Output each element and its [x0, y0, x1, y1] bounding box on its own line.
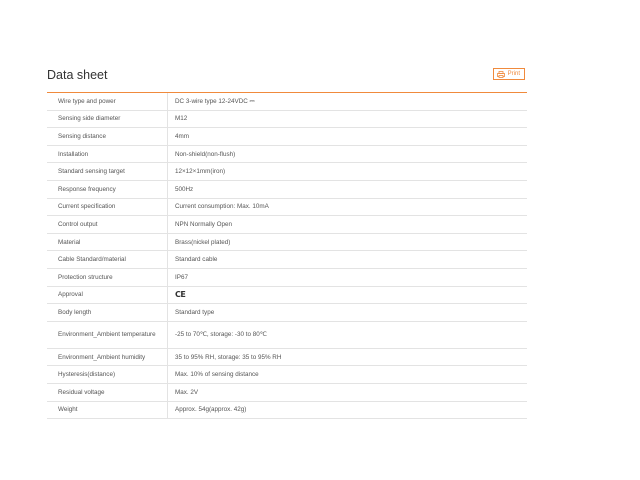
- table-row: [47, 93, 527, 110]
- table-row: [47, 366, 527, 384]
- table-row: [47, 401, 527, 419]
- spec-value: DC 3-wire type 12-24VDC ⎓: [168, 93, 528, 110]
- spec-label: Residual voltage: [47, 383, 168, 401]
- print-label: Print: [507, 71, 520, 77]
- table-row: [47, 180, 527, 198]
- spec-value: Brass(nickel plated): [168, 233, 528, 251]
- spec-value: Max. 2V: [168, 383, 528, 401]
- table-row: [47, 163, 527, 181]
- page-title: Data sheet: [47, 68, 108, 82]
- spec-value: -25 to 70℃, storage: -30 to 80℃: [168, 321, 528, 348]
- spec-table: [47, 93, 527, 419]
- spec-label: Sensing side diameter: [47, 110, 168, 128]
- spec-value: Non-shield(non-flush): [168, 145, 528, 163]
- table-row: [47, 198, 527, 216]
- printer-icon: [497, 71, 505, 78]
- spec-label: Cable Standard/material: [47, 251, 168, 269]
- table-row: [47, 321, 527, 348]
- spec-value: Max. 10% of sensing distance: [168, 366, 528, 384]
- ce-mark-icon: CE: [175, 289, 186, 299]
- spec-value: 12×12×1mm(iron): [168, 163, 528, 181]
- spec-label: Wire type and power: [47, 93, 168, 110]
- data-sheet-header: [47, 66, 527, 92]
- spec-value: 4mm: [168, 128, 528, 146]
- spec-value: NPN Normally Open: [168, 216, 528, 234]
- print-button[interactable]: [493, 68, 525, 80]
- table-row: [47, 268, 527, 286]
- spec-label: Material: [47, 233, 168, 251]
- spec-value: Standard cable: [168, 251, 528, 269]
- spec-label: Response frequency: [47, 180, 168, 198]
- table-row: [47, 233, 527, 251]
- spec-label: Sensing distance: [47, 128, 168, 146]
- spec-value: Current consumption: Max. 10mA: [168, 198, 528, 216]
- spec-value: IP67: [168, 268, 528, 286]
- spec-label: Weight: [47, 401, 168, 419]
- spec-label: Environment_Ambient temperature: [47, 321, 168, 348]
- spec-label: Current specification: [47, 198, 168, 216]
- spec-value-approval: [168, 286, 528, 304]
- table-row: [47, 304, 527, 322]
- spec-label: Environment_Ambient humidity: [47, 348, 168, 366]
- spec-label: Installation: [47, 145, 168, 163]
- spec-label: Protection structure: [47, 268, 168, 286]
- spec-value: 35 to 95% RH, storage: 35 to 95% RH: [168, 348, 528, 366]
- spec-value: Approx. 54g(approx. 42g): [168, 401, 528, 419]
- spec-label: Standard sensing target: [47, 163, 168, 181]
- spec-label: Approval: [47, 286, 168, 304]
- table-row: [47, 216, 527, 234]
- data-sheet-section: [47, 66, 527, 419]
- spec-value: M12: [168, 110, 528, 128]
- table-row: [47, 251, 527, 269]
- spec-label: Body length: [47, 304, 168, 322]
- table-row: [47, 348, 527, 366]
- table-row: [47, 128, 527, 146]
- spec-label: Control output: [47, 216, 168, 234]
- spec-label: Hysteresis(distance): [47, 366, 168, 384]
- table-row: [47, 145, 527, 163]
- table-row: [47, 286, 527, 304]
- spec-value: Standard type: [168, 304, 528, 322]
- spec-value: 500Hz: [168, 180, 528, 198]
- table-row: [47, 110, 527, 128]
- table-row: [47, 383, 527, 401]
